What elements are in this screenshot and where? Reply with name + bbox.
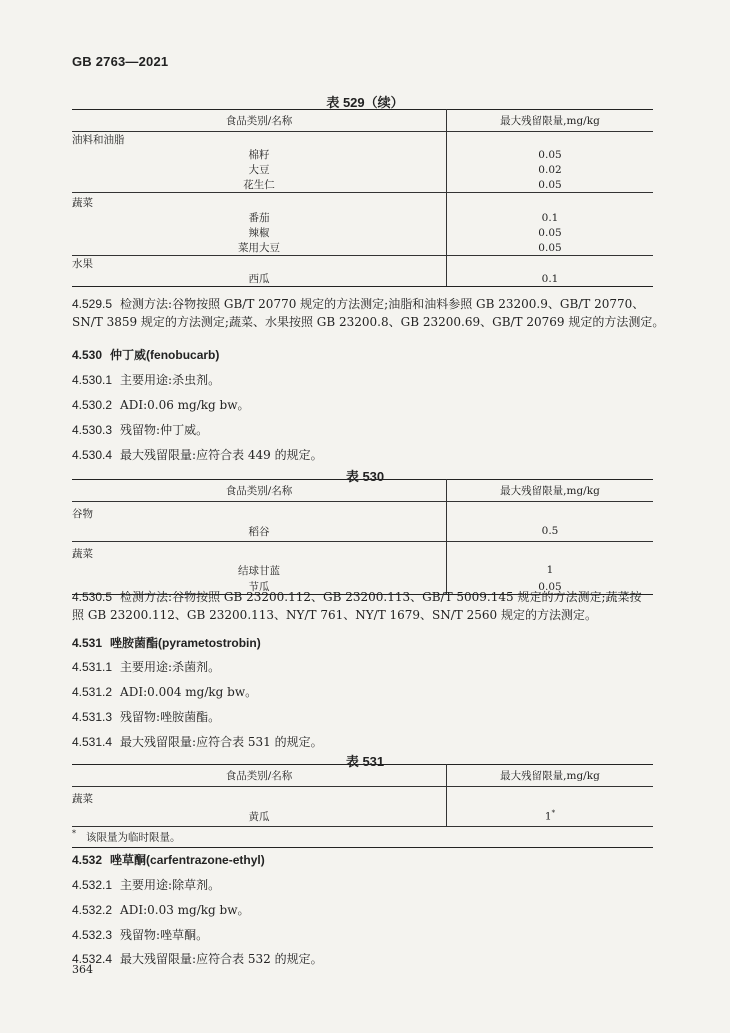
category-cell: 水果 bbox=[72, 256, 447, 272]
table-header-row bbox=[72, 110, 653, 132]
clause-4-531-1: 4.531.1 主要用途:杀菌剂。 bbox=[72, 660, 221, 674]
food-cell: 西瓜 bbox=[72, 271, 447, 287]
table-row bbox=[72, 193, 653, 211]
clause-4-532-3: 4.532.3 残留物:唑草酮。 bbox=[72, 928, 209, 942]
clause-4-531-3: 4.531.3 残留物:唑胺菌酯。 bbox=[72, 710, 221, 724]
table-529-title: 表 529（续） bbox=[326, 95, 404, 110]
clause-4-532-2: 4.532.2 ADI:0.03 mg/kg bw。 bbox=[72, 903, 250, 917]
category-cell: 谷物 bbox=[72, 502, 447, 522]
value-cell: 0.1 bbox=[447, 271, 654, 287]
category-cell: 油料和油脂 bbox=[72, 132, 447, 148]
table-row bbox=[72, 132, 653, 148]
category-cell: 蔬菜 bbox=[72, 787, 447, 807]
table-header-row bbox=[72, 765, 653, 787]
table-row bbox=[72, 521, 653, 542]
table-row bbox=[72, 256, 653, 272]
paragraph-4-529-5: 4.529.5 检测方法:谷物按照 GB/T 20770 规定的方法测定;油脂和油料参照 GB 23200.9、GB/T 20770、 SN/T 3859 规定的方法测定;蔬菜、水果按照 GB 23200.8、GB 23200.69、GB/T 20769 规定的方法测定。 bbox=[72, 297, 665, 329]
food-cell: 节瓜 bbox=[72, 579, 447, 595]
table-note: * 该限量为临时限量。 bbox=[72, 827, 653, 848]
food-cell: 花生仁 bbox=[72, 177, 447, 193]
column-header-food: 食品类别/名称 bbox=[72, 110, 447, 132]
value-cell: 0.5 bbox=[541, 525, 559, 537]
column-header-mrl: 最大残留限量,mg/kg bbox=[447, 110, 654, 132]
value-cell: 0.05 bbox=[447, 579, 654, 595]
food-cell: 黄瓜 bbox=[72, 806, 447, 827]
food-cell: 稻谷 bbox=[72, 521, 447, 542]
table-row bbox=[72, 806, 653, 827]
section-heading-4-531: 4.531 唑胺菌酯(pyrametostrobin) bbox=[72, 636, 261, 650]
table-row bbox=[72, 787, 653, 807]
food-cell: 番茄 bbox=[72, 210, 447, 225]
food-cell: 棉籽 bbox=[72, 147, 447, 162]
table-row bbox=[72, 502, 653, 522]
table-row bbox=[72, 271, 653, 287]
clause-4-532-4: 4.532.4 最大残留限量:应符合表 532 的规定。 bbox=[72, 952, 323, 966]
section-heading-4-530: 4.530 仲丁威(fenobucarb) bbox=[72, 348, 220, 362]
food-cell: 大豆 bbox=[72, 162, 447, 177]
food-cell: 结球甘蓝 bbox=[72, 561, 447, 579]
value-cell: 1 bbox=[546, 564, 554, 576]
food-cell: 辣椒 bbox=[72, 225, 447, 240]
column-header-mrl: 最大残留限量,mg/kg bbox=[447, 765, 654, 787]
table-row bbox=[72, 561, 653, 579]
clause-4-531-2: 4.531.2 ADI:0.004 mg/kg bw。 bbox=[72, 685, 258, 699]
table-530-title: 表 530 bbox=[345, 469, 385, 484]
value-cell: 0.05 bbox=[538, 241, 562, 254]
clause-4-530-1: 4.530.1 主要用途:杀虫剂。 bbox=[72, 373, 221, 387]
table-531-title: 表 531 bbox=[345, 754, 385, 769]
category-cell: 蔬菜 bbox=[72, 193, 447, 211]
value-cell: 0.05 bbox=[538, 178, 562, 191]
table-row bbox=[72, 162, 653, 177]
table-header-row bbox=[72, 480, 653, 502]
clause-4-531-4: 4.531.4 最大残留限量:应符合表 531 的规定。 bbox=[72, 735, 323, 749]
food-cell: 菜用大豆 bbox=[72, 240, 447, 256]
value-cell: 0.1 bbox=[541, 211, 559, 224]
table-530 bbox=[72, 479, 653, 595]
value-cell: 0.05 bbox=[538, 148, 562, 161]
footnote-mark: * bbox=[551, 809, 556, 818]
table-note-row bbox=[72, 827, 653, 848]
clause-4-530-4: 4.530.4 最大残留限量:应符合表 449 的规定。 bbox=[72, 448, 323, 462]
standard-header: GB 2763—2021 bbox=[72, 54, 169, 69]
table-row bbox=[72, 225, 653, 240]
table-529 bbox=[72, 109, 653, 287]
section-heading-4-532: 4.532 唑草酮(carfentrazone-ethyl) bbox=[72, 853, 265, 867]
column-header-mrl: 最大残留限量,mg/kg bbox=[447, 480, 654, 502]
table-row bbox=[72, 210, 653, 225]
value-cell: 1* bbox=[544, 809, 556, 823]
value-cell: 0.02 bbox=[538, 163, 562, 176]
table-row bbox=[72, 177, 653, 193]
table-531 bbox=[72, 764, 653, 848]
clause-4-530-3: 4.530.3 残留物:仲丁威。 bbox=[72, 423, 209, 437]
table-row bbox=[72, 542, 653, 562]
table-row bbox=[72, 147, 653, 162]
category-cell: 蔬菜 bbox=[72, 542, 447, 562]
clause-4-530-2: 4.530.2 ADI:0.06 mg/kg bw。 bbox=[72, 398, 250, 412]
table-row bbox=[72, 240, 653, 256]
page-number: 364 bbox=[72, 963, 93, 976]
clause-4-532-1: 4.532.1 主要用途:除草剂。 bbox=[72, 878, 221, 892]
column-header-food: 食品类别/名称 bbox=[72, 480, 447, 502]
value-cell: 0.05 bbox=[538, 226, 562, 239]
paragraph-4-530-5: 4.530.5 检测方法:谷物按照 GB 23200.112、GB 23200.113、GB/T 5009.145 规定的方法测定;蔬菜按 照 GB 23200.112、GB 23200.113、NY/T 761、NY/T 1679、SN/T 2560 规定的方法测定。 bbox=[72, 590, 642, 622]
column-header-food: 食品类别/名称 bbox=[72, 765, 447, 787]
